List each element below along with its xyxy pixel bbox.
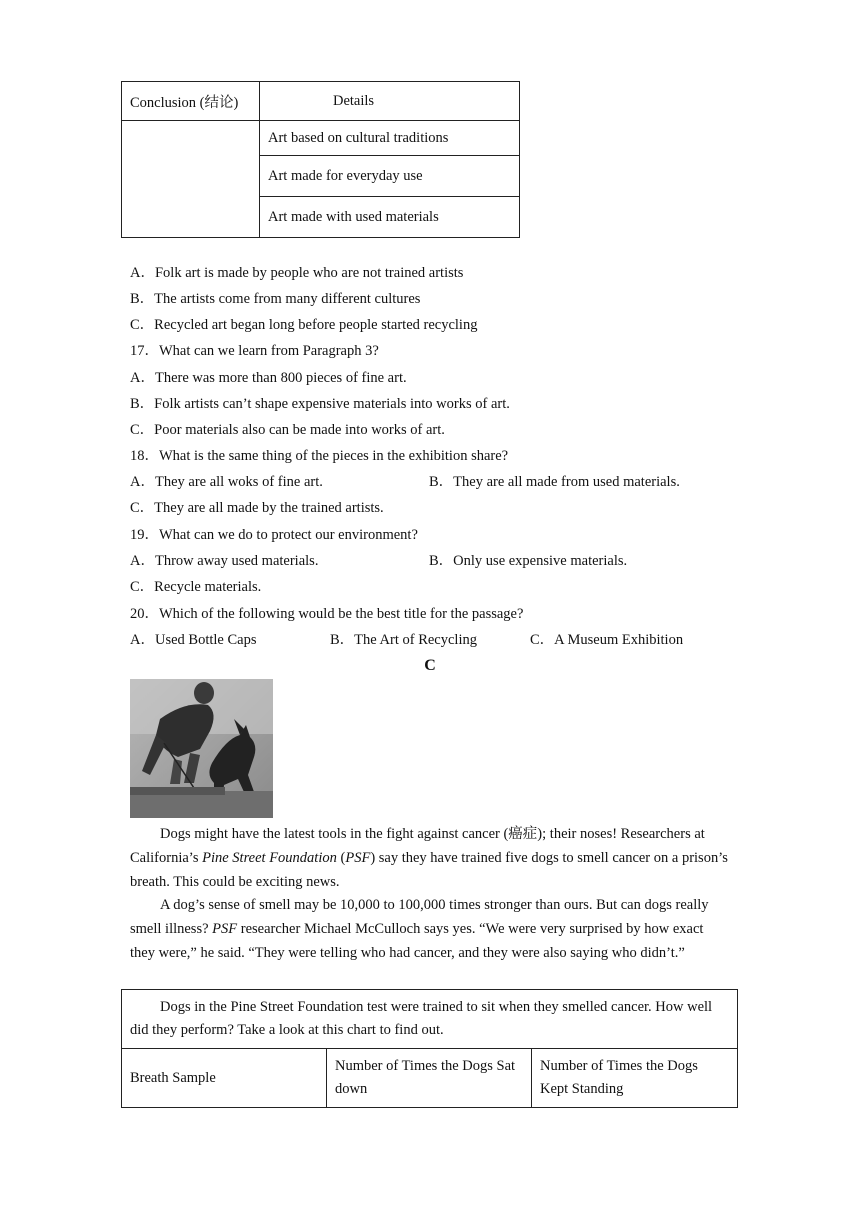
organization-name: Pine Street Foundation xyxy=(202,850,337,866)
detail-cell: Art made for everyday use xyxy=(260,156,520,197)
option-b: B．The artists come from many different cultures xyxy=(130,291,421,307)
organization-abbr: PSF xyxy=(345,850,371,866)
dog-test-table xyxy=(121,989,738,1108)
option-a: A．Throw away used materials. xyxy=(130,553,319,569)
section-heading-c: C xyxy=(424,657,436,674)
option-c: C．Recycled art began long before people started recycling xyxy=(130,317,478,333)
organization-abbr: PSF xyxy=(212,921,238,937)
option-b: B．Only use expensive materials. xyxy=(429,553,628,569)
option-c: C．Poor materials also can be made into works of art. xyxy=(130,422,445,438)
question-20: 20．Which of the following would be the best title for the passage? xyxy=(130,606,524,622)
option-b: B．The Art of Recycling xyxy=(330,632,477,648)
option-a: A．They are all woks of fine art. xyxy=(130,474,323,490)
option-b: B．Folk artists can’t shape expensive materials into works of art. xyxy=(130,396,510,412)
conclusion-blank-cell xyxy=(122,121,260,238)
question-17: 17．What can we learn from Paragraph 3? xyxy=(130,343,379,359)
question-18: 18．What is the same thing of the pieces in the exhibition share? xyxy=(130,448,509,464)
column-header-kept-standing: Number of Times the Dogs Kept Standing xyxy=(532,1049,738,1108)
man-with-dog-photo xyxy=(130,679,273,818)
question-19: 19．What can we do to protect our environment? xyxy=(130,527,418,543)
option-c: C．Recycle materials. xyxy=(130,579,262,595)
option-c: C．They are all made by the trained artists. xyxy=(130,500,384,516)
paragraph-text: ( xyxy=(336,850,346,866)
detail-cell: Art made with used materials xyxy=(260,197,520,238)
option-a: A．Folk art is made by people who are not trained artists xyxy=(130,265,464,281)
paragraph-text: ) say they have trained five dogs to smell cancer on a prison’s breath. This could be exciting news. xyxy=(130,850,728,890)
column-header-sat-down: Number of Times the Dogs Sat down xyxy=(327,1049,532,1108)
passage-paragraph-1 xyxy=(130,822,730,894)
conclusion-details-table xyxy=(121,81,520,238)
option-c: C．A Museum Exhibition xyxy=(530,632,684,648)
option-a: A．There was more than 800 pieces of fine art. xyxy=(130,370,407,386)
header-details: Details xyxy=(260,82,520,121)
option-a: A．Used Bottle Caps xyxy=(130,632,257,648)
photo-illustration xyxy=(130,679,273,818)
column-header-breath-sample: Breath Sample xyxy=(122,1049,327,1108)
paragraph-text: Dogs might have the latest tools in the fight against cancer (癌症); their noses! Researchers at California’s xyxy=(130,826,705,866)
option-b: B．They are all made from used materials. xyxy=(429,474,680,490)
header-conclusion: Conclusion (结论) xyxy=(122,82,260,121)
detail-cell: Art based on cultural traditions xyxy=(260,121,520,156)
paragraph-text: A dog’s sense of smell may be 10,000 to 100,000 times stronger than ours. But can dogs really smell illness? xyxy=(130,897,709,937)
table-intro: Dogs in the Pine Street Foundation test were trained to sit when they smelled cancer. How well did they perform? Take a look at this chart to find out. xyxy=(122,990,738,1049)
passage-paragraph-2 xyxy=(130,893,730,965)
paragraph-text: researcher Michael McCulloch says yes. “We were very surprised by how exact they were,” he said. “They were telling who had cancer, and they were also saying who didn’t.” xyxy=(130,921,704,961)
